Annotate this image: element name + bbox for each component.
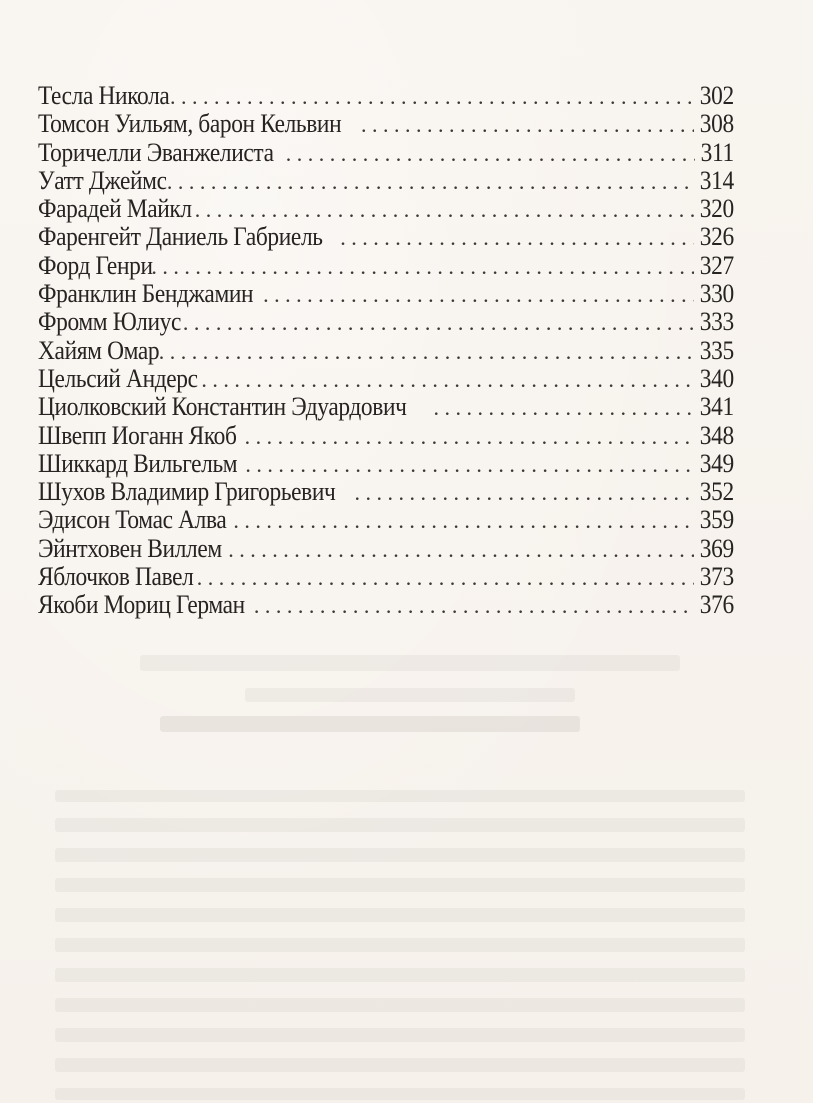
entry-name: Форд Генри <box>38 250 153 280</box>
dot-leader <box>183 309 694 337</box>
entry-page-number: 308 <box>699 109 734 139</box>
entry-page-number: 348 <box>699 420 734 450</box>
entry-page-number: 327 <box>699 250 734 280</box>
entry-page-number: 341 <box>699 392 734 422</box>
entry-name: Тесла Никола <box>38 81 170 110</box>
bleed-through-line <box>55 998 745 1012</box>
index-entry <box>38 82 734 110</box>
dot-leader <box>245 451 694 479</box>
index-entry <box>38 252 734 280</box>
entry-name: Шухов Владимир Григорьевич <box>38 477 336 507</box>
dot-leader <box>228 536 694 564</box>
dot-leader <box>245 423 695 451</box>
index-entry <box>38 393 734 421</box>
dot-leader <box>354 479 694 507</box>
entry-name: Эйнтховен Виллем <box>38 533 222 563</box>
bleed-through-heading <box>160 716 580 732</box>
index-entry <box>38 110 734 138</box>
entry-name: Фаренгейт Даниель Габриель <box>38 222 323 252</box>
entry-name: Эдисон Томас Алва <box>38 505 227 535</box>
entry-name: Франклин Бенджамин <box>38 279 254 309</box>
dot-leader <box>254 592 694 620</box>
index-entry <box>38 535 734 563</box>
index-entry <box>38 167 734 195</box>
index-entry <box>38 591 734 619</box>
entry-page-number: 314 <box>699 165 734 195</box>
entry-page-number: 359 <box>699 505 734 535</box>
dot-leader <box>361 111 694 139</box>
entry-name: Шиккард Вильгельм <box>38 448 238 478</box>
entry-name: Томсон Уильям, барон Кельвин <box>38 109 342 139</box>
entry-name: Уатт Джеймс <box>38 165 167 195</box>
bleed-through-line <box>55 1088 745 1100</box>
entry-page-number: 330 <box>699 279 734 309</box>
dot-leader <box>201 366 694 394</box>
name-index-list <box>38 82 734 620</box>
bleed-through-line <box>55 1028 745 1042</box>
bleed-through-line <box>55 1058 745 1072</box>
bleed-through-line <box>55 968 745 982</box>
entry-page-number: 302 <box>699 81 734 110</box>
index-entry <box>38 450 734 478</box>
dot-leader <box>433 394 694 422</box>
entry-name: Цельсий Андерс <box>38 363 198 393</box>
dot-leader <box>263 281 694 309</box>
dot-leader <box>233 507 694 535</box>
bleed-through-line <box>55 790 745 802</box>
bleed-through-heading <box>245 688 575 702</box>
entry-page-number: 349 <box>699 448 734 478</box>
bleed-through-line <box>55 818 745 832</box>
index-entry <box>38 337 734 365</box>
entry-name: Якоби Мориц Герман <box>38 590 245 620</box>
bleed-through-line <box>55 938 745 952</box>
bleed-through-line <box>55 878 745 892</box>
dot-leader <box>195 196 694 224</box>
entry-page-number: 326 <box>699 222 734 252</box>
entry-page-number: 369 <box>699 533 734 563</box>
entry-page-number: 352 <box>699 477 734 507</box>
entry-name: Циолковский Константин Эдуардович <box>38 392 407 422</box>
index-entry <box>38 478 734 506</box>
entry-name: Торичелли Эванжелиста <box>38 137 274 167</box>
bleed-through-line <box>55 848 745 862</box>
dot-leader <box>151 253 694 281</box>
dot-leader <box>340 224 694 252</box>
index-entry <box>38 280 734 308</box>
entry-page-number: 335 <box>699 335 734 365</box>
index-entry <box>38 308 734 336</box>
dot-leader <box>170 83 694 111</box>
index-entry <box>38 563 734 591</box>
dot-leader <box>159 338 694 366</box>
bleed-through-heading <box>140 655 680 671</box>
dot-leader <box>197 564 694 592</box>
entry-name: Хайям Омар <box>38 335 160 365</box>
entry-page-number: 340 <box>699 363 734 393</box>
entry-name: Фарадей Майкл <box>38 194 192 224</box>
entry-name: Яблочков Павел <box>38 562 194 592</box>
entry-page-number: 320 <box>699 194 734 224</box>
entry-name: Швепп Иоганн Якоб <box>38 420 237 450</box>
index-entry <box>38 139 734 167</box>
entry-page-number: 311 <box>700 137 734 167</box>
entry-page-number: 376 <box>699 590 734 620</box>
entry-page-number: 373 <box>699 562 734 592</box>
index-entry <box>38 365 734 393</box>
bleed-through-line <box>55 908 745 922</box>
index-entry <box>38 223 734 251</box>
entry-name: Фромм Юлиус <box>38 307 181 337</box>
dot-leader <box>286 140 695 168</box>
index-entry <box>38 506 734 534</box>
entry-page-number: 333 <box>699 307 734 337</box>
dot-leader <box>167 168 694 196</box>
index-entry <box>38 422 734 450</box>
index-entry <box>38 195 734 223</box>
